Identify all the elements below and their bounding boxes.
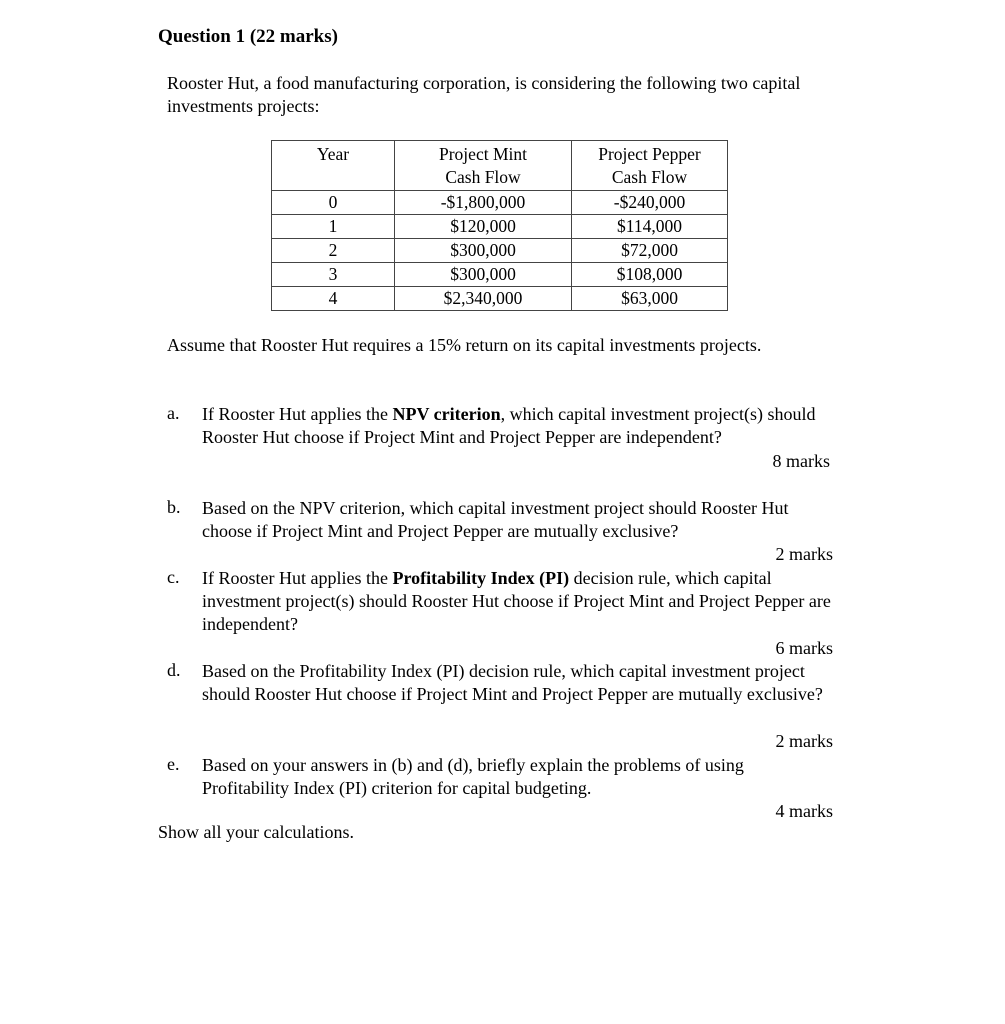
question-text: [202, 660, 832, 706]
question-letter: d.: [167, 660, 181, 680]
question-letter: a.: [167, 403, 180, 423]
header-line: Year: [316, 144, 350, 164]
question-text-pre: Based on your answers in (b) and (d), briefly explain the problems of using Profitability Index (PI) criterion for capital budgeting.: [202, 755, 744, 798]
question-text-pre: If Rooster Hut applies the: [202, 404, 393, 424]
cell-year: 2: [272, 239, 395, 263]
header-line: Project Pepper: [598, 144, 701, 164]
question-text-pre: Based on the NPV criterion, which capital investment project should Rooster Hut choose if Project Mint and Project Pepper are mutually exclusive?: [202, 498, 789, 541]
marks-a: 8 marks: [772, 451, 830, 471]
cell-pepper: $63,000: [572, 287, 728, 311]
question-text-post: decision rule, which capital investment project(s) should Rooster Hut choose if Project Mint and Project Pepper are independent?: [202, 568, 831, 634]
question-text: [202, 403, 842, 449]
table-row: [272, 191, 728, 215]
intro-paragraph: Rooster Hut, a food manufacturing corporation, is considering the following two capital investments projects:: [167, 73, 801, 116]
table-row: [272, 263, 728, 287]
cash-flow-table: [271, 140, 728, 311]
cell-pepper: $108,000: [572, 263, 728, 287]
header-line: [272, 166, 394, 189]
cell-year: 3: [272, 263, 395, 287]
question-letter: b.: [167, 497, 181, 517]
cell-mint: $300,000: [395, 239, 572, 263]
question-title: Question 1 (22 marks): [158, 26, 338, 47]
footer-instruction: Show all your calculations.: [158, 822, 354, 842]
question-text-post: , which capital investment project(s) should Rooster Hut choose if Project Mint and Project Pepper are independent?: [202, 404, 816, 447]
cell-pepper: $72,000: [572, 239, 728, 263]
table-row: [272, 287, 728, 311]
assumption-paragraph: Assume that Rooster Hut requires a 15% return on its capital investments projects.: [167, 335, 762, 355]
question-letter: c.: [167, 567, 180, 587]
question-text-pre: If Rooster Hut applies the: [202, 568, 393, 588]
cell-pepper: -$240,000: [572, 191, 728, 215]
marks-b: 2 marks: [775, 544, 833, 564]
cell-year: 0: [272, 191, 395, 215]
question-text-bold: NPV criterion: [392, 404, 501, 424]
question-text-bold: Profitability Index (PI): [392, 568, 570, 588]
marks-c: 6 marks: [775, 638, 833, 658]
header-year: [272, 141, 395, 191]
cell-mint: $300,000: [395, 263, 572, 287]
marks-d: 2 marks: [775, 731, 833, 751]
table-row: [272, 239, 728, 263]
cell-pepper: $114,000: [572, 215, 728, 239]
header-line: Cash Flow: [445, 167, 521, 187]
cell-mint: $2,340,000: [395, 287, 572, 311]
question-text: [202, 754, 832, 800]
table-header-row: [272, 141, 728, 191]
cell-mint: $120,000: [395, 215, 572, 239]
question-text: [202, 567, 832, 636]
cell-year: 4: [272, 287, 395, 311]
header-project-mint: [395, 141, 572, 191]
header-project-pepper: [572, 141, 728, 191]
marks-e: 4 marks: [775, 801, 833, 821]
header-line: Project Mint: [439, 144, 527, 164]
question-text: [202, 497, 832, 543]
cell-mint: -$1,800,000: [395, 191, 572, 215]
cell-year: 1: [272, 215, 395, 239]
question-letter: e.: [167, 754, 180, 774]
header-line: Cash Flow: [611, 167, 688, 187]
question-text-pre: Based on the Profitability Index (PI) decision rule, which capital investment project should Rooster Hut choose if Project Mint and Project Pepper are mutually exclusive?: [202, 661, 823, 704]
table-row: [272, 215, 728, 239]
